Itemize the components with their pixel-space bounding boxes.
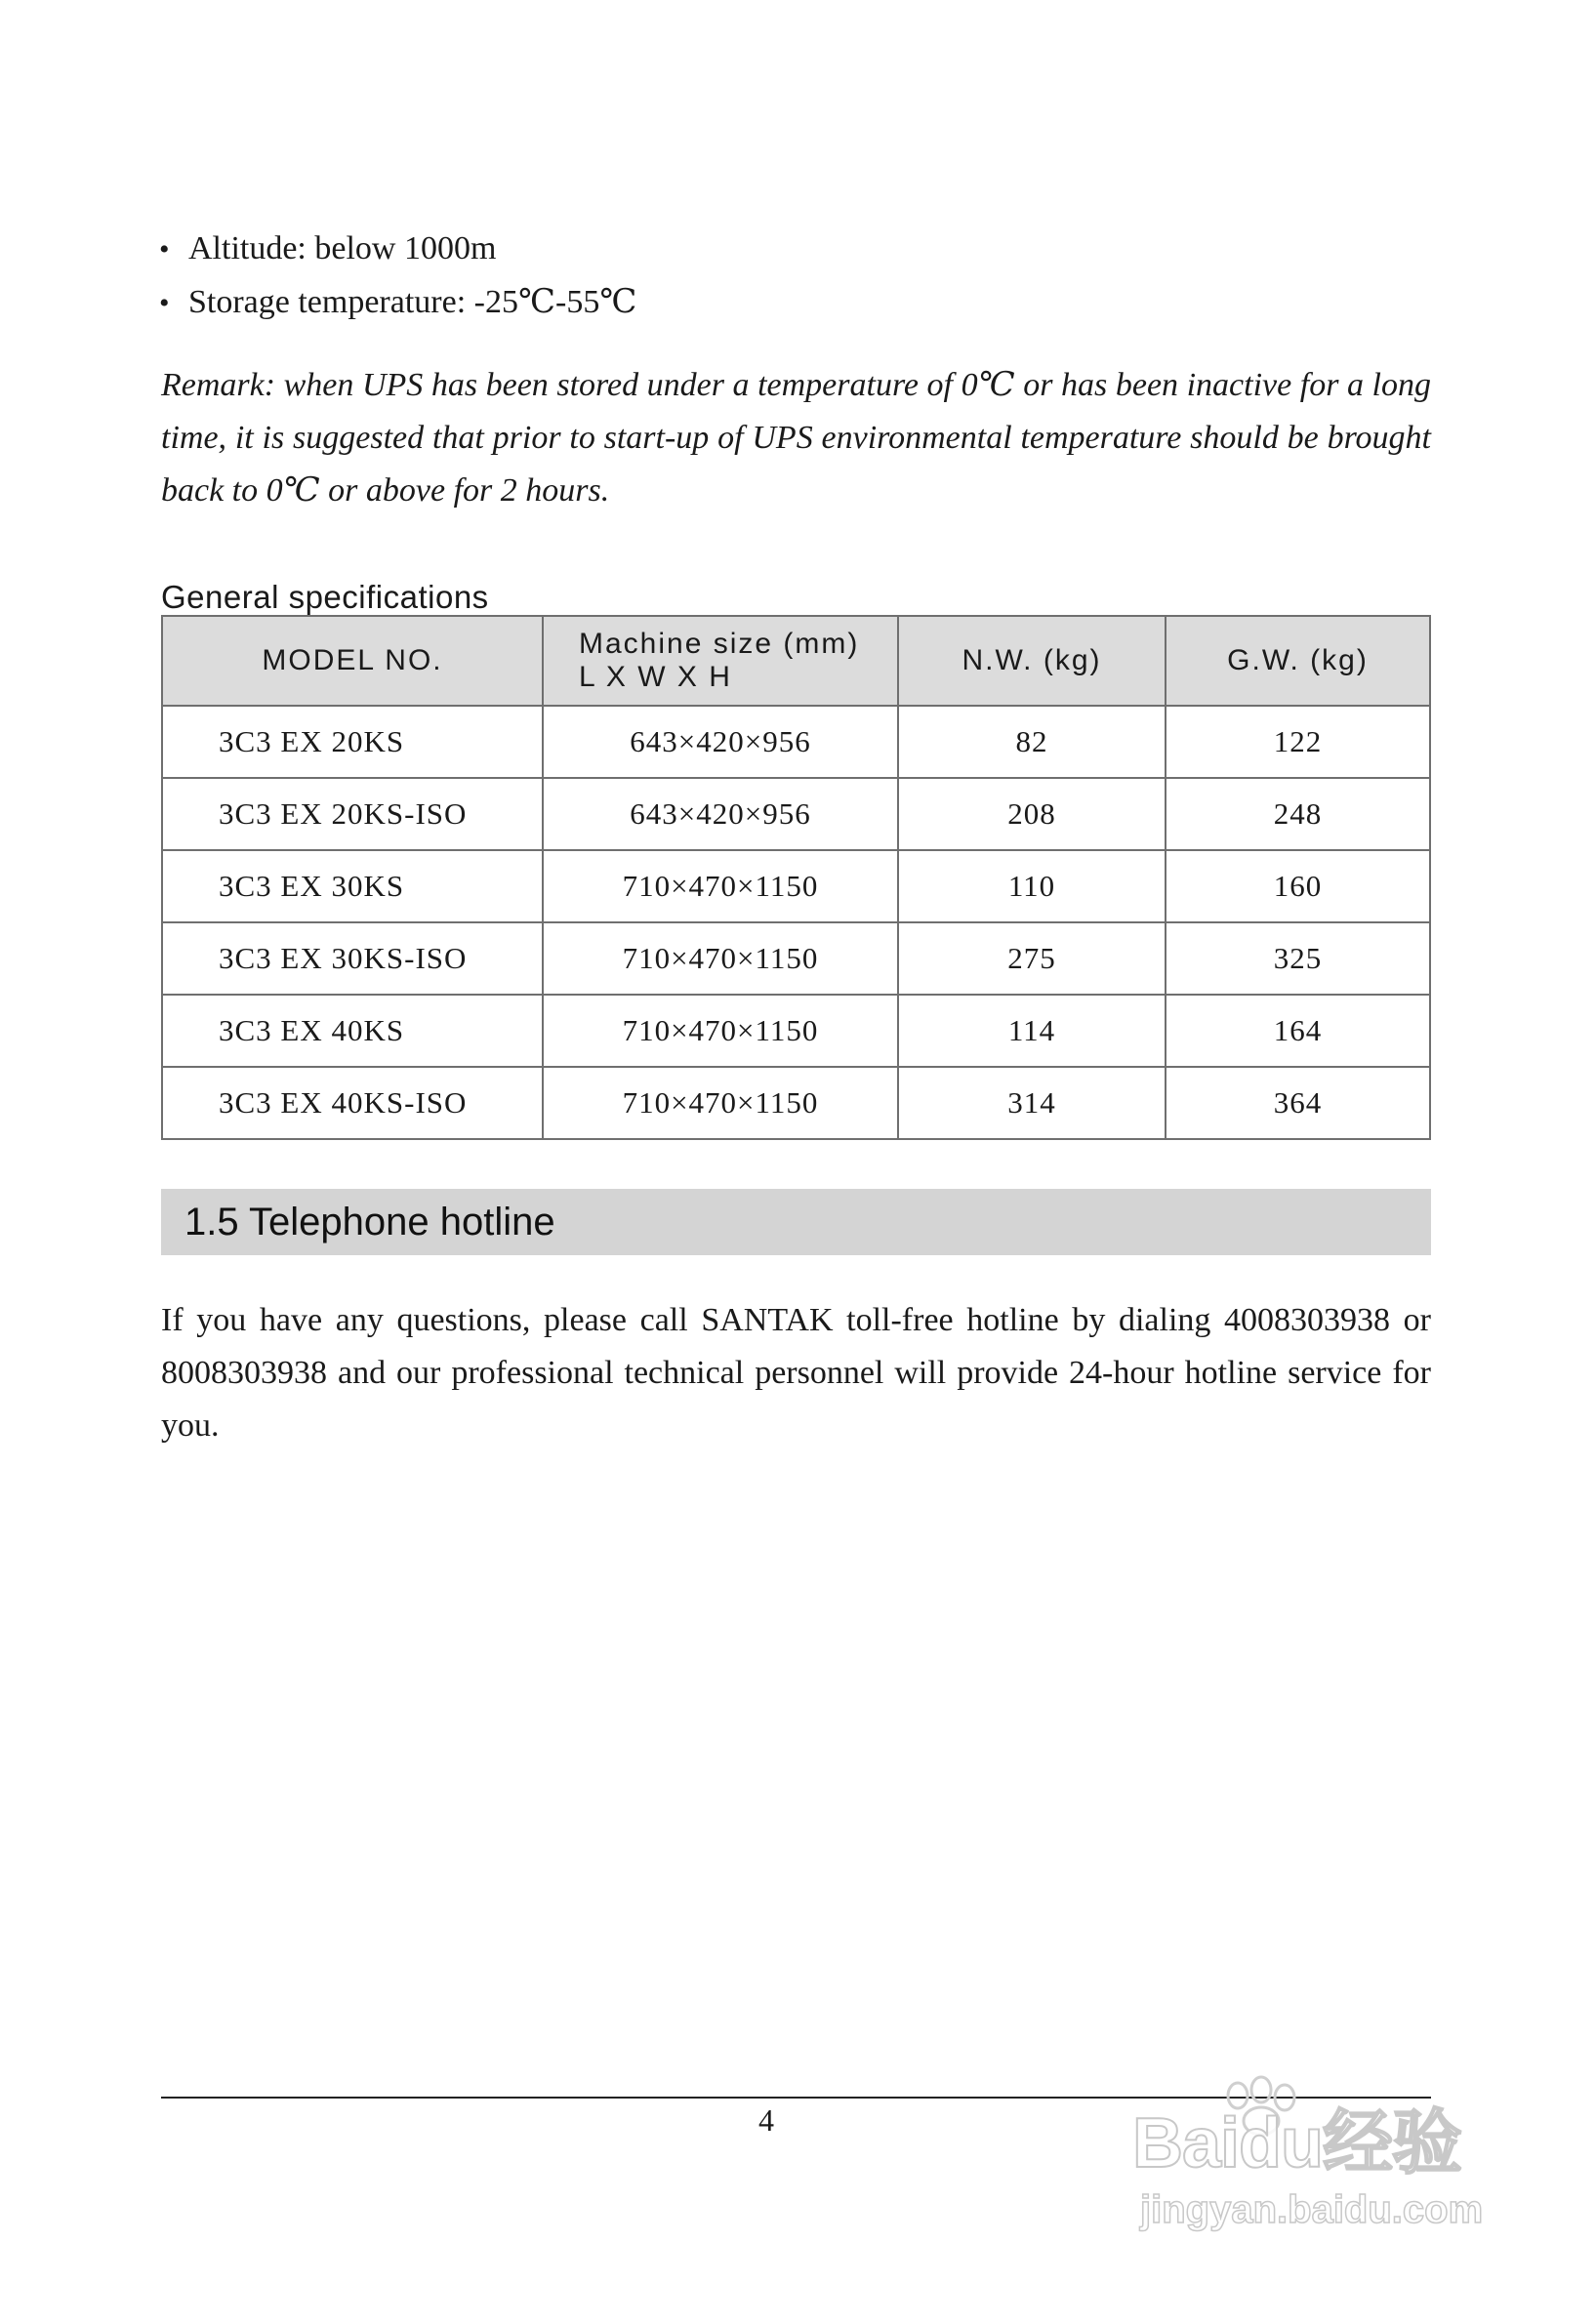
cell-gross-weight: 164 [1166,995,1430,1067]
watermark-brand: Baidu经验 [1132,2104,1462,2182]
cell-size: 710×470×1150 [543,1067,898,1139]
page-number: 4 [758,2102,774,2138]
bullet-text: Altitude: below 1000m [188,230,497,266]
section-heading: 1.5 Telephone hotline [184,1201,555,1244]
cell-net-weight: 82 [898,706,1166,778]
cell-model: 3C3 EX 40KS-ISO [162,1067,543,1139]
header-machine-size-line1: Machine size (mm) [579,628,860,660]
cell-gross-weight: 160 [1166,850,1430,922]
cell-model: 3C3 EX 30KS [162,850,543,922]
header-machine-size-line2: L X W X H [579,661,732,693]
section-heading-bar [161,1189,1431,1255]
table-row [162,1067,1430,1139]
cell-net-weight: 110 [898,850,1166,922]
cell-gross-weight: 248 [1166,778,1430,850]
cell-size: 643×420×956 [543,778,898,850]
header-machine-size [543,616,898,706]
cell-model: 3C3 EX 40KS [162,995,543,1067]
cell-net-weight: 275 [898,922,1166,995]
cell-size: 710×470×1150 [543,995,898,1067]
bullet-icon: • [159,287,170,319]
bullet-icon: • [159,233,170,265]
header-model: MODEL NO. [162,616,543,706]
header-gross-weight: G.W. (kg) [1166,616,1430,706]
cell-gross-weight: 325 [1166,922,1430,995]
table-row [162,778,1430,850]
cell-net-weight: 314 [898,1067,1166,1139]
environment-bullet-list [159,223,636,330]
cell-net-weight: 208 [898,778,1166,850]
table-header-row [162,616,1430,706]
cell-gross-weight: 122 [1166,706,1430,778]
watermark-url: jingyan.baidu.com [1140,2188,1484,2231]
bullet-text: Storage temperature: -25℃-55℃ [188,284,637,320]
cell-size: 643×420×956 [543,706,898,778]
header-net-weight: N.W. (kg) [898,616,1166,706]
cell-size: 710×470×1150 [543,922,898,995]
cell-model: 3C3 EX 20KS [162,706,543,778]
table-row [162,706,1430,778]
cell-size: 710×470×1150 [543,850,898,922]
cell-model: 3C3 EX 30KS-ISO [162,922,543,995]
specifications-table [161,615,1431,1140]
cell-gross-weight: 364 [1166,1067,1430,1139]
cell-model: 3C3 EX 20KS-ISO [162,778,543,850]
table-row [162,995,1430,1067]
hotline-paragraph: If you have any questions, please call SANTAK toll-free hotline by dialing 4008303938 or 8008303938 and our professional technical personnel will provide 24-hour hotline service for you. [161,1302,1431,1444]
remark-paragraph: Remark: when UPS has been stored under a temperature of 0℃ or has been inactive for a long time, it is suggested that prior to start-up of UPS environmental temperature should be brought back to 0℃ or above for 2 hours. [161,367,1431,509]
bullet-item-storage-temperature [159,276,636,330]
specifications-caption: General specifications [161,579,489,615]
bullet-item-altitude [159,223,636,276]
table-row [162,850,1430,922]
table-row [162,922,1430,995]
cell-net-weight: 114 [898,995,1166,1067]
